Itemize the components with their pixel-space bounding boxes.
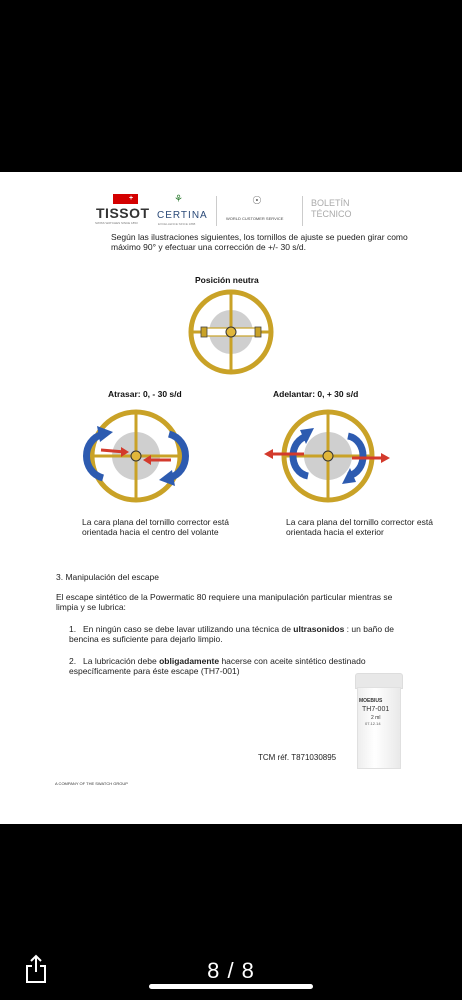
list-item (69, 624, 414, 644)
boletin-line2: TÉCNICO (311, 209, 352, 219)
section3-paragraph: El escape sintético de la Powermatic 80 requiere una manipulación particular mientras se limpia y se lubrica: (56, 592, 393, 612)
boletin-title (311, 198, 352, 220)
oil-bottle-image (355, 673, 403, 769)
bottle-brand: MOEBIUS (359, 698, 383, 704)
tcm-reference: TCM réf. T871030895 (258, 753, 337, 762)
caption-adelantar: La cara plana del tornillo corrector está orientada hacia el exterior (286, 517, 433, 537)
balance-wheel-neutral (186, 287, 276, 377)
list-number: 2. (69, 656, 77, 666)
item2-text-post: hacerse con aceite sintético destinado específicamente para éste escape (TH7-001) (69, 656, 366, 676)
tissot-logo: TISSOT (96, 205, 150, 221)
page-counter: 8 / 8 (207, 958, 255, 983)
intro-text: Según las ilustraciones siguientes, los tornillos de ajuste se pueden girar como máximo 90° y efectuar una corrección de +/- 30 s/d. (111, 232, 408, 252)
bottle-code: TH7-001 (362, 706, 390, 713)
boletin-line1: BOLETÍN (311, 198, 350, 208)
certina-logo: CERTINA (157, 210, 208, 221)
caption-atrasar: La cara plana del tornillo corrector está orientada hacia el centro del volante (82, 517, 229, 537)
item1-text-bold: ultrasonidos (293, 624, 345, 634)
certina-turtle-icon: ⚘ (174, 194, 183, 205)
balance-wheel-atrasar (73, 400, 199, 512)
wcs-emblem-icon: ☉ (252, 195, 262, 207)
list-number: 1. (69, 624, 77, 634)
wcs-label: WORLD CUSTOMER SERVICE (226, 216, 284, 221)
section3-heading: 3. Manipulación del escape (56, 572, 160, 582)
swatch-group-logo: A COMPANY OF THE SWATCH GROUP (55, 781, 128, 786)
balance-wheel-adelantar (262, 400, 394, 512)
document-page (0, 172, 462, 824)
item2-text-pre: La lubricación debe (83, 656, 160, 666)
home-indicator[interactable] (149, 984, 313, 989)
tissot-cross-icon: + (124, 194, 138, 204)
adelantar-title: Adelantar: 0, + 30 s/d (273, 389, 359, 399)
atrasar-title: Atrasar: 0, - 30 s/d (108, 389, 182, 399)
item2-text-bold: obligadamente (159, 656, 220, 666)
bottle-date: 07.12.14 (365, 721, 381, 726)
item1-text-pre: En ningún caso se debe lavar utilizando una técnica de (83, 624, 294, 634)
certina-tagline: EXCELLENCE SINCE 1888 (158, 222, 196, 226)
bottle-volume: 2 ml (371, 715, 381, 721)
header-divider (216, 196, 217, 226)
item1-text-post: : un baño de bencina es suficiente para dejarlo limpio. (69, 624, 394, 644)
header-divider (302, 196, 303, 226)
neutral-title: Posición neutra (195, 275, 259, 285)
tissot-tagline: SWISS WATCHES SINCE 1853 (95, 221, 138, 225)
